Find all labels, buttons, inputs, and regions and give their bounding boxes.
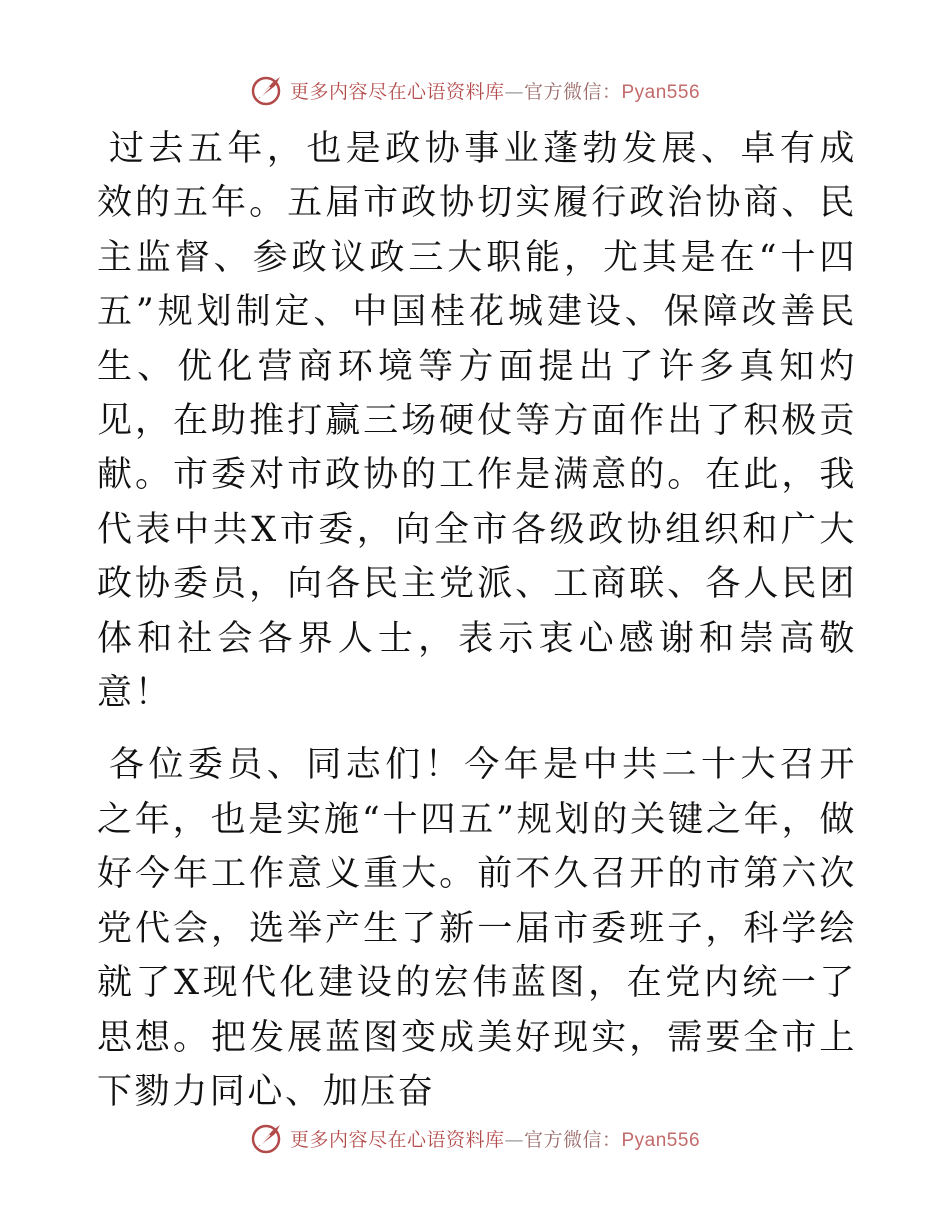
footer-banner-text	[290, 1125, 700, 1152]
header-banner	[0, 70, 950, 110]
quill-logo-icon	[250, 73, 284, 107]
paragraph-2: 各位委员、同志们！今年是中共二十大召开之年，也是实施“十四五”规划的关键之年，做好今年工作意义重大。前不久召开的市第六次党代会，选举产生了新一届市委班子，科学绘就了X现代化建设的宏伟蓝图，在党内统一了思想。把发展蓝图变成美好现实，需要全市上下勠力同心、加压奋	[97, 745, 857, 1112]
footer-wechat-id: Pyan556	[621, 1129, 701, 1151]
header-banner-text	[290, 77, 700, 104]
header-separator: —	[504, 80, 524, 103]
header-wechat-label: 官方微信：	[523, 80, 622, 103]
footer-separator: —	[504, 1128, 524, 1151]
header-wechat-id: Pyan556	[621, 81, 701, 103]
footer-banner	[0, 1118, 950, 1158]
footer-wechat-label: 官方微信：	[523, 1128, 622, 1151]
quill-logo-icon	[250, 1121, 284, 1155]
footer-site-text: 更多内容尽在心语资料库	[289, 1128, 505, 1151]
header-site-text: 更多内容尽在心语资料库	[289, 80, 505, 103]
paragraph-1: 过去五年，也是政协事业蓬勃发展、卓有成效的五年。五届市政协切实履行政治协商、民主监督、参政议政三大职能，尤其是在“十四五”规划制定、中国桂花城建设、保障改善民生、优化营商环境等方面提出了许多真知灼见，在助推打赢三场硬仗等方面作出了积极贡献。市委对市政协的工作是满意的。在此，我代表中共X市委，向全市各级政协组织和广大政协委员，向各民主党派、工商联、各人民团体和社会各界人士，表示衷心感谢和崇高敬意！	[97, 129, 857, 714]
document-body	[97, 122, 857, 1119]
